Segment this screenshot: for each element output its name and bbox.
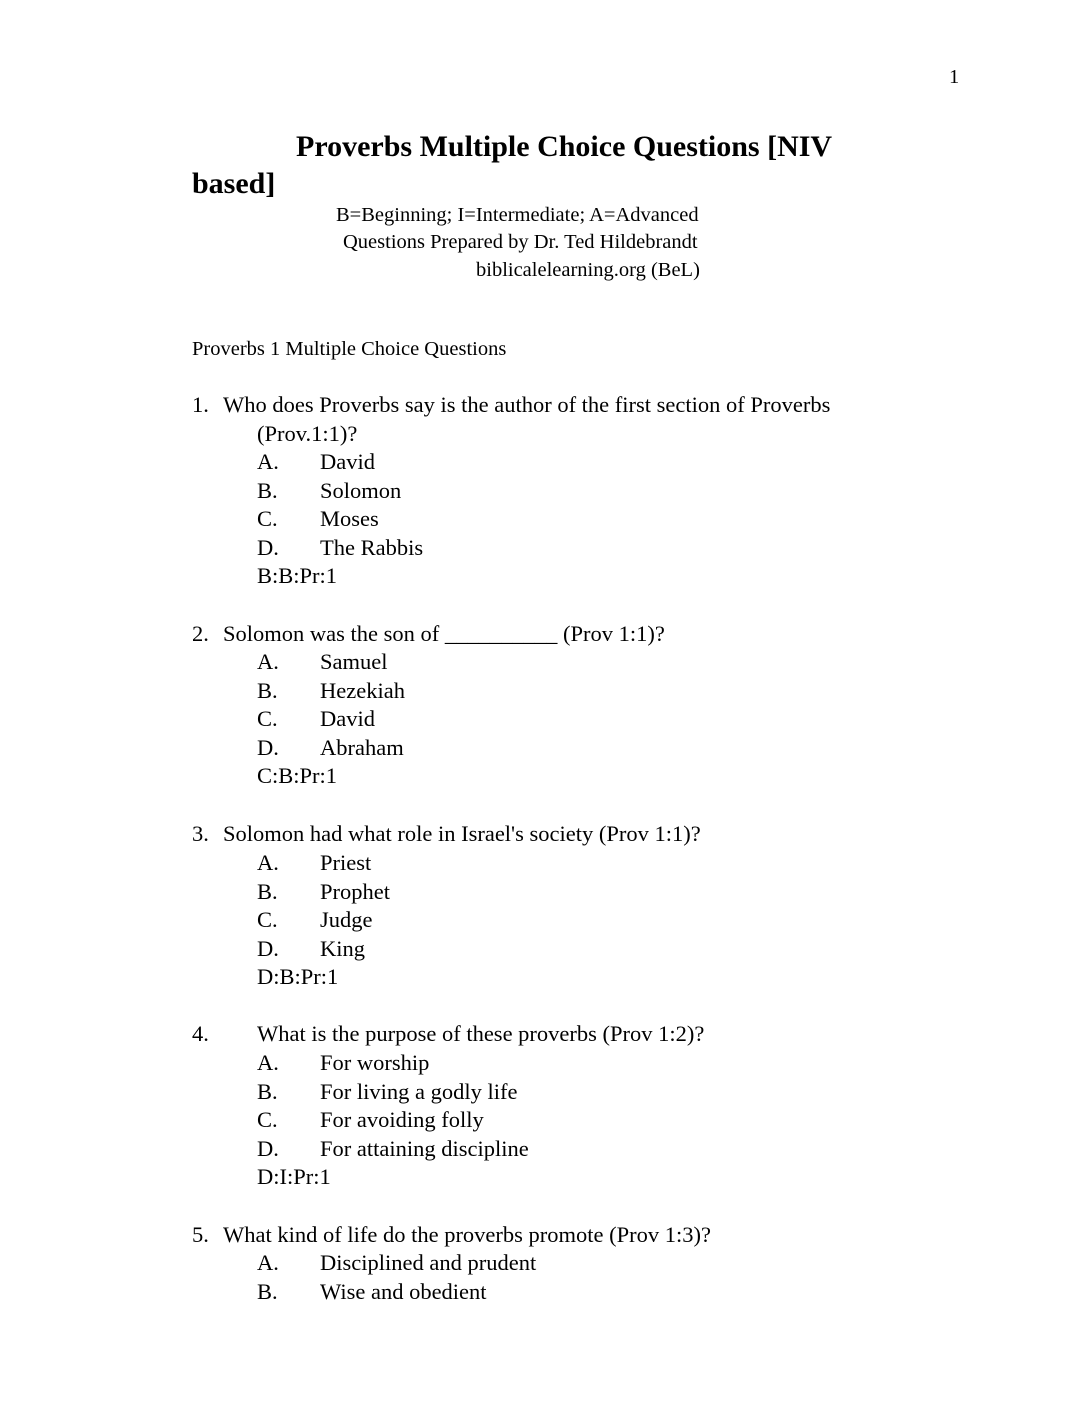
option-text: Samuel <box>320 649 388 674</box>
section-heading: Proverbs 1 Multiple Choice Questions <box>192 338 507 360</box>
option-text: King <box>320 936 365 961</box>
option-letter: B. <box>257 1079 278 1104</box>
option-letter: D. <box>257 735 279 760</box>
option-text: Abraham <box>320 735 404 760</box>
question-text: Solomon was the son of __________ (Prov 1:1)? <box>223 621 665 646</box>
option-text: The Rabbis <box>320 535 424 560</box>
answer-code: D:B:Pr:1 <box>257 964 339 989</box>
answer-code: D:I:Pr:1 <box>257 1164 331 1189</box>
question-text: What kind of life do the proverbs promote (Prov 1:3)? <box>223 1222 712 1247</box>
option-letter: A. <box>257 850 279 875</box>
question-number: 2. <box>192 621 209 646</box>
option-text: Solomon <box>320 478 402 503</box>
option-letter: C. <box>257 506 278 531</box>
option-text: For attaining discipline <box>320 1136 529 1161</box>
option-letter: D. <box>257 535 279 560</box>
option-letter: A. <box>257 449 279 474</box>
option-text: Priest <box>320 850 372 875</box>
option-text: David <box>320 449 375 474</box>
option-text: Moses <box>320 506 379 531</box>
option-text: For living a godly life <box>320 1079 518 1104</box>
option-letter: B. <box>257 478 278 503</box>
option-letter: D. <box>257 936 279 961</box>
document-title-line1: Proverbs Multiple Choice Questions [NIV <box>296 130 833 163</box>
author-line: Questions Prepared by Dr. Ted Hildebrandt <box>343 231 698 253</box>
question-number: 4. <box>192 1021 209 1046</box>
option-letter: A. <box>257 1050 279 1075</box>
option-letter: C. <box>257 706 278 731</box>
question-number: 5. <box>192 1222 209 1247</box>
option-text: For avoiding folly <box>320 1107 484 1132</box>
option-letter: B. <box>257 879 278 904</box>
option-text: Judge <box>320 907 373 932</box>
question-text: Solomon had what role in Israel's society (Prov 1:1)? <box>223 821 701 846</box>
page-number: 1 <box>949 66 960 88</box>
document-title-line2: based] <box>192 167 276 200</box>
answer-code: B:B:Pr:1 <box>257 563 338 588</box>
option-text: Hezekiah <box>320 678 405 703</box>
option-letter: A. <box>257 1250 279 1275</box>
difficulty-legend: B=Beginning; I=Intermediate; A=Advanced <box>336 204 699 226</box>
option-letter: A. <box>257 649 279 674</box>
question-text: What is the purpose of these proverbs (Prov 1:2)? <box>257 1021 705 1046</box>
option-letter: D. <box>257 1136 279 1161</box>
question-number: 1. <box>192 392 209 417</box>
option-text: Prophet <box>320 879 390 904</box>
question-text-continued: (Prov.1:1)? <box>257 421 358 446</box>
option-letter: B. <box>257 678 278 703</box>
question-text: Who does Proverbs say is the author of the first section of Proverbs <box>223 392 831 417</box>
option-letter: C. <box>257 907 278 932</box>
option-letter: B. <box>257 1279 278 1304</box>
option-text: For worship <box>320 1050 430 1075</box>
website-line: biblicalelearning.org (BeL) <box>476 259 700 281</box>
option-text: David <box>320 706 375 731</box>
option-text: Disciplined and prudent <box>320 1250 537 1275</box>
answer-code: C:B:Pr:1 <box>257 763 338 788</box>
question-number: 3. <box>192 821 209 846</box>
option-letter: C. <box>257 1107 278 1132</box>
option-text: Wise and obedient <box>320 1279 487 1304</box>
